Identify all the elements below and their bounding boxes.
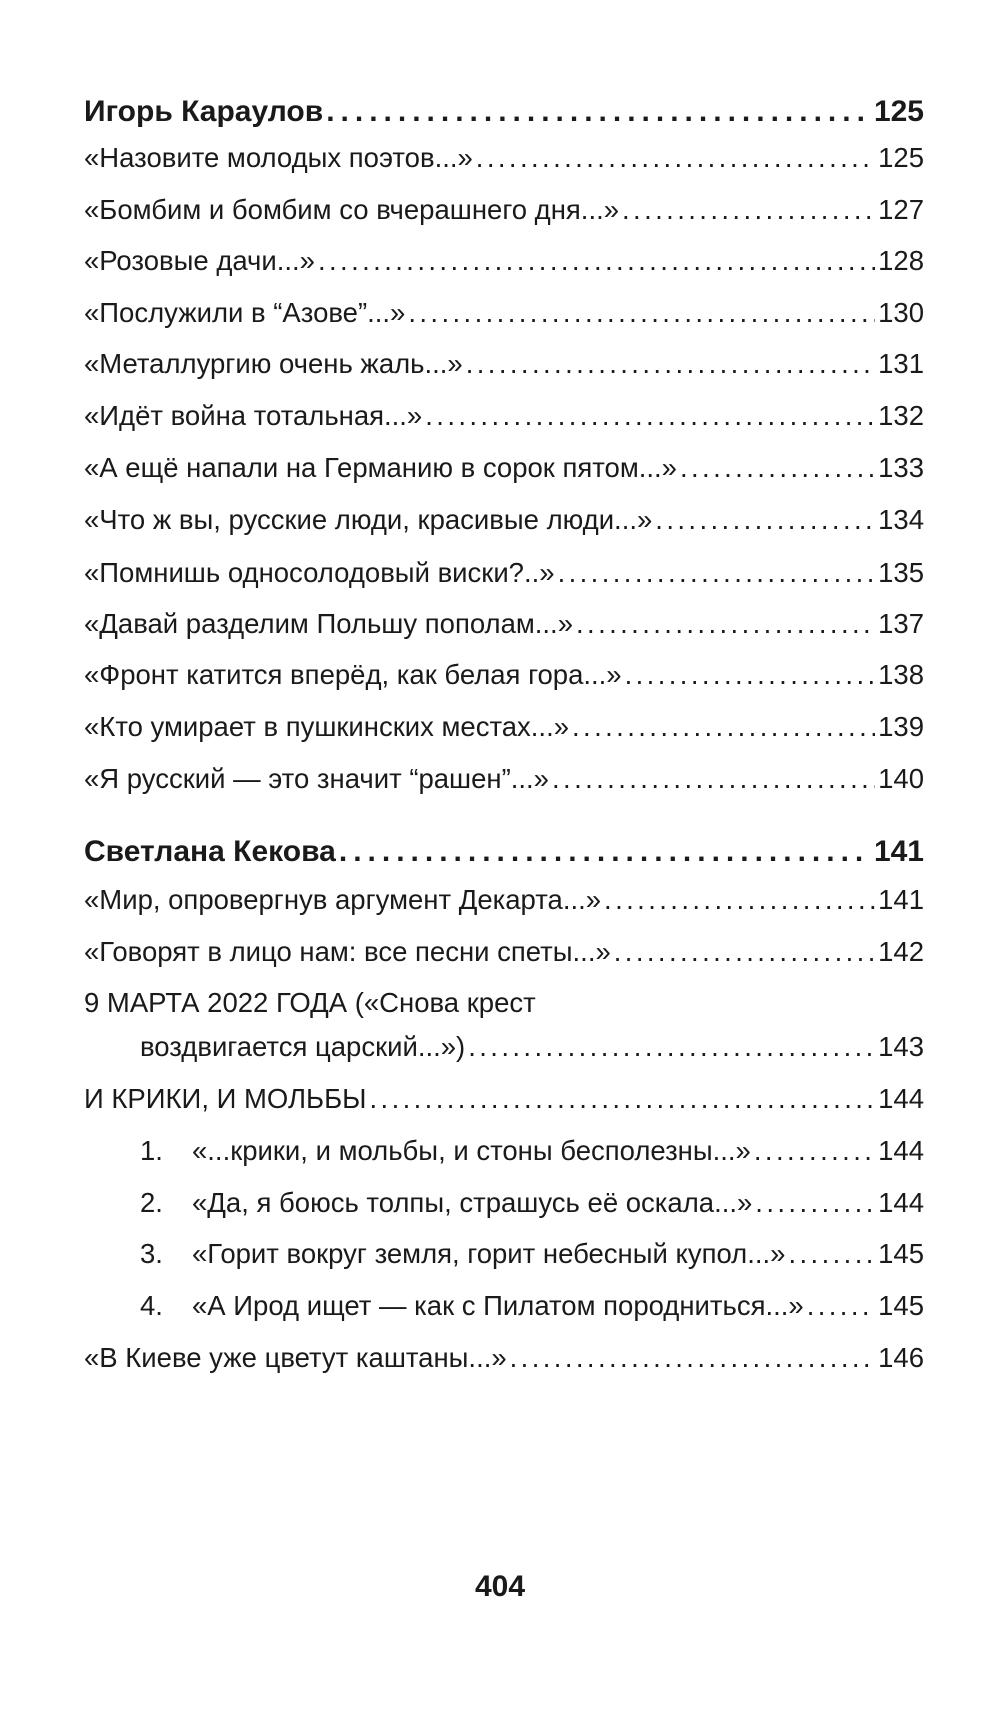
page-number: 145 xyxy=(878,1290,924,1321)
leader-dots xyxy=(614,934,875,970)
toc-subentry xyxy=(140,1236,924,1272)
page-number: 137 xyxy=(878,608,924,639)
toc-entry xyxy=(84,934,924,970)
leader-dots xyxy=(339,834,871,870)
leader-dots xyxy=(655,502,875,538)
leader-dots xyxy=(572,709,875,745)
subentry-number: 3. xyxy=(140,1238,163,1269)
page-number: 146 xyxy=(878,1342,924,1373)
toc-entry xyxy=(84,192,924,228)
leader-dots xyxy=(476,140,875,176)
toc-subentry xyxy=(140,1288,924,1324)
entry-title-line1: 9 МАРТА 2022 ГОДА («Снова крест xyxy=(84,987,536,1018)
leader-dots xyxy=(326,94,871,130)
page-number: 145 xyxy=(878,1238,924,1269)
leader-dots xyxy=(755,1185,875,1221)
leader-dots xyxy=(408,295,875,331)
toc-entry xyxy=(84,709,924,745)
page-number: 130 xyxy=(878,297,924,328)
entry-title: «А Ирод ищет — как с Пилатом породниться...» xyxy=(192,1290,804,1321)
page-number: 132 xyxy=(878,400,924,431)
page-number: 143 xyxy=(878,1031,924,1062)
toc-entry xyxy=(84,555,924,591)
entry-title: «Что ж вы, русские люди, красивые люди...» xyxy=(84,504,653,535)
leader-dots xyxy=(552,761,875,797)
page-number: 128 xyxy=(878,245,924,276)
subentry-number: 1. xyxy=(140,1135,163,1166)
section-heading-karaulov xyxy=(84,94,924,130)
page-number: 125 xyxy=(873,95,924,128)
page-number: 140 xyxy=(878,763,924,794)
page-number: 133 xyxy=(878,452,924,483)
subentry-number: 2. xyxy=(140,1187,163,1218)
toc-entry xyxy=(84,398,924,434)
toc-entry xyxy=(84,346,924,382)
toc-entry xyxy=(140,1029,924,1065)
leader-dots xyxy=(604,882,875,918)
leader-dots xyxy=(558,555,876,591)
entry-title: И КРИКИ, И МОЛЬБЫ xyxy=(84,1083,367,1114)
leader-dots xyxy=(807,1288,875,1324)
toc-subentry xyxy=(140,1133,924,1169)
entry-title: «Да, я боюсь толпы, страшусь её оскала...» xyxy=(192,1187,753,1218)
page-number: 134 xyxy=(878,504,924,535)
leader-dots xyxy=(318,243,875,279)
entry-title: «Кто умирает в пушкинских местах...» xyxy=(84,711,570,742)
entry-title: «Металлургию очень жаль...» xyxy=(84,348,463,379)
entry-title: «Говорят в лицо нам: все песни спеты...» xyxy=(84,936,611,967)
entry-title: «Помнишь односолодовый виски?..» xyxy=(84,557,555,588)
entry-title: «Послужили в “Азове”...» xyxy=(84,297,406,328)
page-folio: 404 xyxy=(474,1570,526,1603)
leader-dots xyxy=(369,1081,875,1117)
leader-dots xyxy=(510,1340,875,1376)
leader-dots xyxy=(425,398,875,434)
author-name: Игорь Караулов xyxy=(84,95,324,128)
page-number: 138 xyxy=(878,659,924,690)
toc-entry xyxy=(84,450,924,486)
entry-title: «А ещё напали на Германию в сорок пятом...» xyxy=(84,452,677,483)
entry-title: «...крики, и мольбы, и стоны бесполезны...» xyxy=(192,1135,751,1166)
page-number: 125 xyxy=(878,142,924,173)
toc-entry xyxy=(84,657,924,693)
entry-title: «Идёт война тотальная...» xyxy=(84,400,423,431)
leader-dots xyxy=(576,606,875,642)
page-number: 139 xyxy=(878,711,924,742)
page-number: 141 xyxy=(873,835,924,868)
toc-entry xyxy=(84,295,924,331)
entry-title: «Фронт катится вперёд, как белая гора...» xyxy=(84,659,622,690)
leader-dots xyxy=(680,450,875,486)
page-number: 135 xyxy=(878,557,924,588)
subentry-number: 4. xyxy=(140,1290,163,1321)
entry-title: «Розовые дачи...» xyxy=(84,245,315,276)
author-name: Светлана Кекова xyxy=(84,835,336,868)
leader-dots xyxy=(466,346,875,382)
entry-title: «Назовите молодых поэтов...» xyxy=(84,142,473,173)
toc-entry xyxy=(84,761,924,797)
entry-title: «Я русский — это значит “рашен”...» xyxy=(84,763,549,794)
leader-dots xyxy=(468,1029,875,1065)
entry-title: «Мир, опровергнув аргумент Декарта...» xyxy=(84,884,602,915)
page-number: 144 xyxy=(878,1135,924,1166)
page-number: 127 xyxy=(878,194,924,225)
page-number: 131 xyxy=(878,348,924,379)
entry-title-line2: воздвигается царский...») xyxy=(140,1031,466,1062)
toc-entry xyxy=(84,140,924,176)
section-heading-kekova xyxy=(84,834,924,870)
entry-title: «Бомбим и бомбим со вчерашнего дня...» xyxy=(84,194,620,225)
toc-subentry xyxy=(140,1185,924,1221)
leader-dots xyxy=(625,657,876,693)
page-number: 141 xyxy=(878,884,924,915)
toc-entry xyxy=(84,502,924,538)
toc-entry xyxy=(84,1081,924,1117)
toc-entry xyxy=(84,1340,924,1376)
leader-dots xyxy=(788,1236,875,1272)
page-number: 144 xyxy=(878,1083,924,1114)
leader-dots xyxy=(622,192,875,228)
toc-entry xyxy=(84,882,924,918)
toc-entry xyxy=(84,606,924,642)
entry-title: «Давай разделим Польшу пополам...» xyxy=(84,608,573,639)
page-number: 142 xyxy=(878,936,924,967)
entry-title: «В Киеве уже цветут каштаны...» xyxy=(84,1342,507,1373)
page-number: 144 xyxy=(878,1187,924,1218)
leader-dots xyxy=(754,1133,875,1169)
toc-entry xyxy=(84,243,924,279)
entry-title: «Горит вокруг земля, горит небесный купол...» xyxy=(192,1238,786,1269)
